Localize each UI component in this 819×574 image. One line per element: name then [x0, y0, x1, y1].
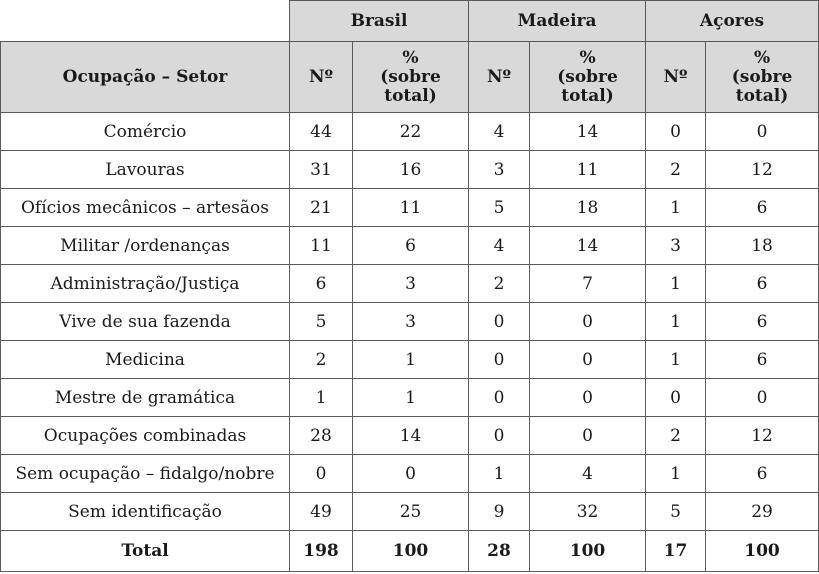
value-cell: 6: [706, 341, 819, 379]
value-cell: 6: [290, 265, 353, 303]
value-cell: 11: [290, 227, 353, 265]
row-label: Medicina: [1, 341, 290, 379]
row-label: Vive de sua fazenda: [1, 303, 290, 341]
row-label: Comércio: [1, 113, 290, 151]
value-cell: 21: [290, 189, 353, 227]
value-cell: 1: [646, 341, 706, 379]
row-label: Sem ocupação – fidalgo/nobre: [1, 455, 290, 493]
pct-header-acores: [706, 42, 819, 113]
value-cell: 0: [646, 379, 706, 417]
pct-header-line: total): [561, 85, 614, 106]
value-cell: 6: [706, 303, 819, 341]
value-cell: 1: [646, 303, 706, 341]
value-cell: 1: [646, 189, 706, 227]
value-cell: 0: [530, 341, 646, 379]
table-row: [1, 493, 819, 531]
value-cell: 6: [353, 227, 469, 265]
pct-header-line: total): [384, 85, 437, 106]
value-cell: 12: [706, 151, 819, 189]
value-cell: 6: [706, 189, 819, 227]
value-cell: 1: [353, 341, 469, 379]
table-row: [1, 189, 819, 227]
value-cell: 49: [290, 493, 353, 531]
value-cell: 44: [290, 113, 353, 151]
value-cell: 2: [646, 417, 706, 455]
value-cell: 1: [469, 455, 530, 493]
table-row: [1, 151, 819, 189]
value-cell: 4: [530, 455, 646, 493]
value-cell: 18: [530, 189, 646, 227]
pct-header-line: %: [579, 47, 596, 68]
table-body: [1, 113, 819, 531]
value-cell: 1: [353, 379, 469, 417]
row-label: Mestre de gramática: [1, 379, 290, 417]
row-label: Administração/Justiça: [1, 265, 290, 303]
value-cell: 0: [706, 379, 819, 417]
value-cell: 12: [706, 417, 819, 455]
value-cell: 0: [530, 379, 646, 417]
row-label: Sem identificação: [1, 493, 290, 531]
value-cell: 25: [353, 493, 469, 531]
value-cell: 3: [646, 227, 706, 265]
value-cell: 3: [353, 303, 469, 341]
table-row: [1, 227, 819, 265]
n-header-madeira: Nº: [469, 42, 530, 113]
value-cell: 6: [706, 265, 819, 303]
table-row: [1, 455, 819, 493]
value-cell: 0: [646, 113, 706, 151]
value-cell: 5: [469, 189, 530, 227]
total-row: [1, 531, 819, 572]
total-label: Total: [1, 531, 290, 572]
row-label: Lavouras: [1, 151, 290, 189]
n-header-brasil: Nº: [290, 42, 353, 113]
value-cell: 11: [353, 189, 469, 227]
value-cell: 16: [353, 151, 469, 189]
value-cell: 2: [646, 151, 706, 189]
pct-header-brasil: [353, 42, 469, 113]
value-cell: 14: [530, 227, 646, 265]
total-cell: 100: [706, 531, 819, 572]
table-row: [1, 265, 819, 303]
value-cell: 0: [290, 455, 353, 493]
value-cell: 0: [469, 341, 530, 379]
value-cell: 31: [290, 151, 353, 189]
table-row: [1, 379, 819, 417]
column-header-row: [1, 42, 819, 113]
sector-header: Ocupação – Setor: [1, 42, 290, 113]
value-cell: 0: [469, 379, 530, 417]
value-cell: 0: [469, 303, 530, 341]
value-cell: 7: [530, 265, 646, 303]
n-header-acores: Nº: [646, 42, 706, 113]
total-cell: 100: [530, 531, 646, 572]
total-cell: 198: [290, 531, 353, 572]
value-cell: 0: [353, 455, 469, 493]
value-cell: 3: [353, 265, 469, 303]
total-cell: 17: [646, 531, 706, 572]
value-cell: 29: [706, 493, 819, 531]
pct-header-line: %: [753, 47, 771, 68]
value-cell: 3: [469, 151, 530, 189]
table-row: [1, 113, 819, 151]
group-header-row: [1, 1, 819, 42]
value-cell: 0: [706, 113, 819, 151]
total-cell: 100: [353, 531, 469, 572]
value-cell: 0: [530, 417, 646, 455]
group-header-madeira: Madeira: [469, 1, 646, 42]
table-row: [1, 417, 819, 455]
value-cell: 1: [646, 265, 706, 303]
value-cell: 0: [530, 303, 646, 341]
value-cell: 18: [706, 227, 819, 265]
pct-header-line: (sobre: [557, 66, 618, 87]
value-cell: 14: [530, 113, 646, 151]
row-label: Ocupações combinadas: [1, 417, 290, 455]
pct-header-line: (sobre: [380, 66, 441, 87]
pct-header-line: %: [402, 47, 419, 68]
value-cell: 9: [469, 493, 530, 531]
value-cell: 0: [469, 417, 530, 455]
value-cell: 4: [469, 227, 530, 265]
value-cell: 6: [706, 455, 819, 493]
pct-header-line: (sobre: [731, 66, 793, 87]
value-cell: 5: [646, 493, 706, 531]
value-cell: 4: [469, 113, 530, 151]
row-label: Ofícios mecânicos – artesãos: [1, 189, 290, 227]
row-label: Militar /ordenanças: [1, 227, 290, 265]
blank-corner: [1, 1, 290, 42]
total-cell: 28: [469, 531, 530, 572]
pct-header-line: total): [735, 85, 789, 106]
value-cell: 14: [353, 417, 469, 455]
value-cell: 11: [530, 151, 646, 189]
value-cell: 2: [290, 341, 353, 379]
value-cell: 32: [530, 493, 646, 531]
group-header-brasil: Brasil: [290, 1, 469, 42]
pct-header-madeira: [530, 42, 646, 113]
value-cell: 1: [290, 379, 353, 417]
value-cell: 5: [290, 303, 353, 341]
value-cell: 2: [469, 265, 530, 303]
group-header-acores: Açores: [646, 1, 819, 42]
table-row: [1, 341, 819, 379]
value-cell: 28: [290, 417, 353, 455]
value-cell: 22: [353, 113, 469, 151]
table-row: [1, 303, 819, 341]
value-cell: 1: [646, 455, 706, 493]
